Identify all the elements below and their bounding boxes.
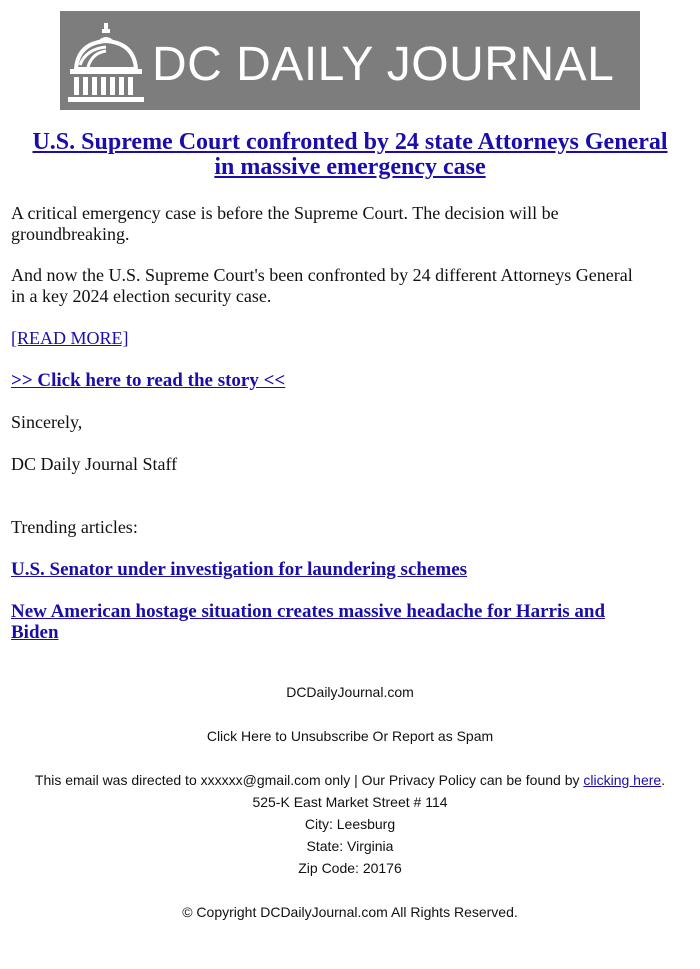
signoff-text: Sincerely, [11, 412, 83, 432]
read-more-link[interactable]: [READ MORE] [11, 328, 129, 348]
trending-article-link[interactable]: U.S. Senator under investigation for laundering schemes [11, 559, 468, 580]
signature-text: DC Daily Journal Staff [11, 454, 178, 474]
email-notice-text: This email was directed to xxxxxx@gmail.com only | Our Privacy Policy can be found by [34, 772, 580, 788]
privacy-policy-link[interactable]: clicking here [583, 772, 662, 788]
unsubscribe-link[interactable]: Click Here to Unsubscribe Or Report as Spam [206, 728, 494, 744]
footer-site-name: DCDailyJournal.com [286, 684, 414, 700]
footer-address: 525-K East Market Street # 114 [252, 794, 448, 810]
notice-period: . [661, 772, 666, 788]
headline-link[interactable]: U.S. Supreme Court confronted by 24 state Attorneys General in massive emergency case [32, 129, 668, 180]
read-story-link[interactable]: >> Click here to read the story << [11, 370, 286, 391]
footer-notice [0, 769, 700, 791]
capitol-dome-icon [66, 17, 146, 105]
masthead-banner [60, 11, 640, 110]
brand-name: DC DAILY JOURNAL [152, 38, 615, 91]
footer-zip: Zip Code: 20176 [298, 860, 402, 876]
trending-heading: Trending articles: [11, 517, 138, 537]
footer-state: State: Virginia [306, 838, 394, 854]
footer-city: City: Leesburg [304, 816, 396, 832]
detail-paragraph: And now the U.S. Supreme Court's been confronted by 24 different Attorneys General in a key 2024 election security case. [11, 265, 633, 306]
intro-paragraph: A critical emergency case is before the Supreme Court. The decision will be groundbreaking. [11, 203, 559, 244]
footer-copyright: © Copyright DCDailyJournal.com All Rights Reserved. [182, 904, 518, 920]
trending-article-link[interactable]: New American hostage situation creates massive headache for Harris and Biden [11, 601, 606, 643]
